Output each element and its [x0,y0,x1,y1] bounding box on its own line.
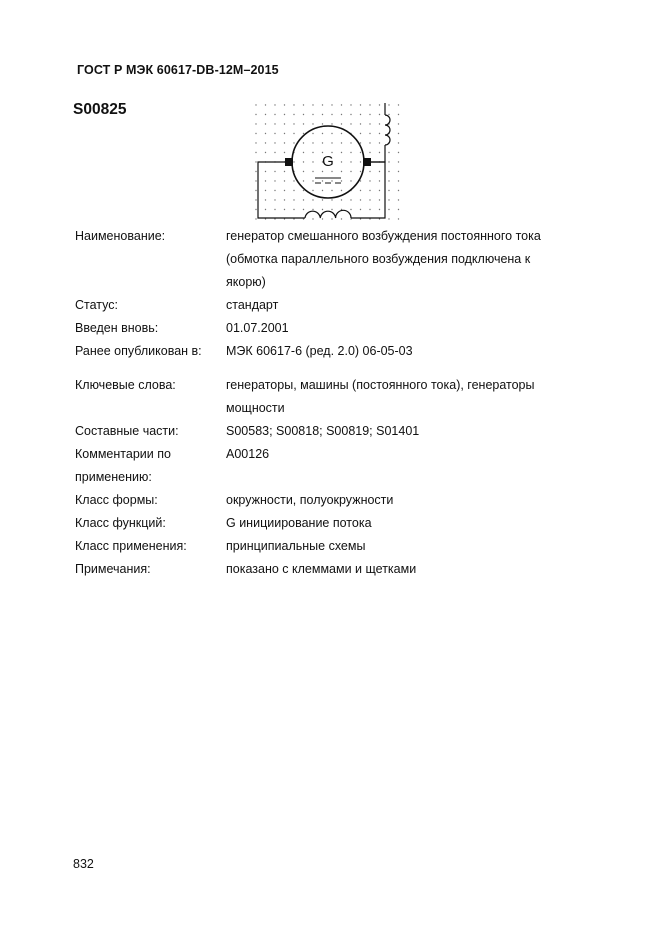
property-label-line: Наименование: [75,229,166,243]
property-label-line: Класс формы: [75,493,158,507]
property-row [75,443,575,489]
property-row [75,340,575,363]
property-value-line: окружности, полуокружности [226,493,394,507]
shunt-lower-wire [371,145,385,162]
property-row [75,374,575,420]
property-label [75,294,226,317]
property-label [75,443,226,489]
compound-generator-symbol [253,103,403,223]
shunt-winding [385,115,390,145]
property-value [226,535,575,558]
property-label [75,489,226,512]
property-label-line: применению: [75,470,152,484]
property-value [226,225,575,294]
property-value [226,317,575,340]
property-value-line: генератор смешанного возбуждения постоянного тока [226,229,541,243]
property-value-line: якорю) [226,275,266,289]
property-row [75,420,575,443]
property-label [75,512,226,535]
property-label [75,374,226,420]
property-row [75,294,575,317]
property-value [226,512,575,535]
property-row [75,512,575,535]
property-value-line: генераторы, машины (постоянного тока), генераторы [226,378,535,392]
property-row [75,558,575,581]
property-label-line: Класс применения: [75,539,187,553]
property-label-line: Составные части: [75,424,179,438]
property-row [75,317,575,340]
property-value-line: мощности [226,401,285,415]
generator-letter: G [322,153,334,170]
property-row [75,225,575,294]
property-value-line: G инициирование потока [226,516,372,530]
property-label [75,420,226,443]
property-label [75,317,226,340]
symbol-code: S00825 [73,101,127,118]
property-label-line: Статус: [75,298,118,312]
property-label-line: Комментарии по [75,447,171,461]
property-value-line: стандарт [226,298,279,312]
property-value-line: показано с клеммами и щетками [226,562,417,576]
property-label-line: Ранее опубликован в: [75,344,202,358]
property-label [75,535,226,558]
property-value-line: 01.07.2001 [226,321,289,335]
left-brush [285,158,293,166]
property-label [75,558,226,581]
property-value-line: A00126 [226,447,270,461]
property-row [75,535,575,558]
property-label-line: Примечания: [75,562,151,576]
property-label [75,225,226,294]
properties-table [75,225,575,581]
generator-symbol-figure [253,103,403,223]
document-header: ГОСТ Р МЭК 60617-DB-12M–2015 [77,63,279,77]
property-value [226,340,575,363]
property-value [226,443,575,489]
property-value-line: МЭК 60617-6 (ред. 2.0) 06-05-03 [226,344,413,358]
property-value [226,420,575,443]
property-value [226,374,575,420]
property-value-line: принципиальные схемы [226,539,366,553]
property-label-line: Введен вновь: [75,321,159,335]
property-value [226,294,575,317]
property-label-line: Ключевые слова: [75,378,176,392]
property-label [75,340,226,363]
series-winding [305,210,351,218]
page-number: 832 [73,857,94,871]
property-label-line: Класс функций: [75,516,166,530]
property-value-line: S00583; S00818; S00819; S01401 [226,424,420,438]
property-value-line: (обмотка параллельного возбуждения подключена к [226,252,531,266]
property-row [75,489,575,512]
property-value [226,558,575,581]
property-value [226,489,575,512]
right-brush [363,158,371,166]
